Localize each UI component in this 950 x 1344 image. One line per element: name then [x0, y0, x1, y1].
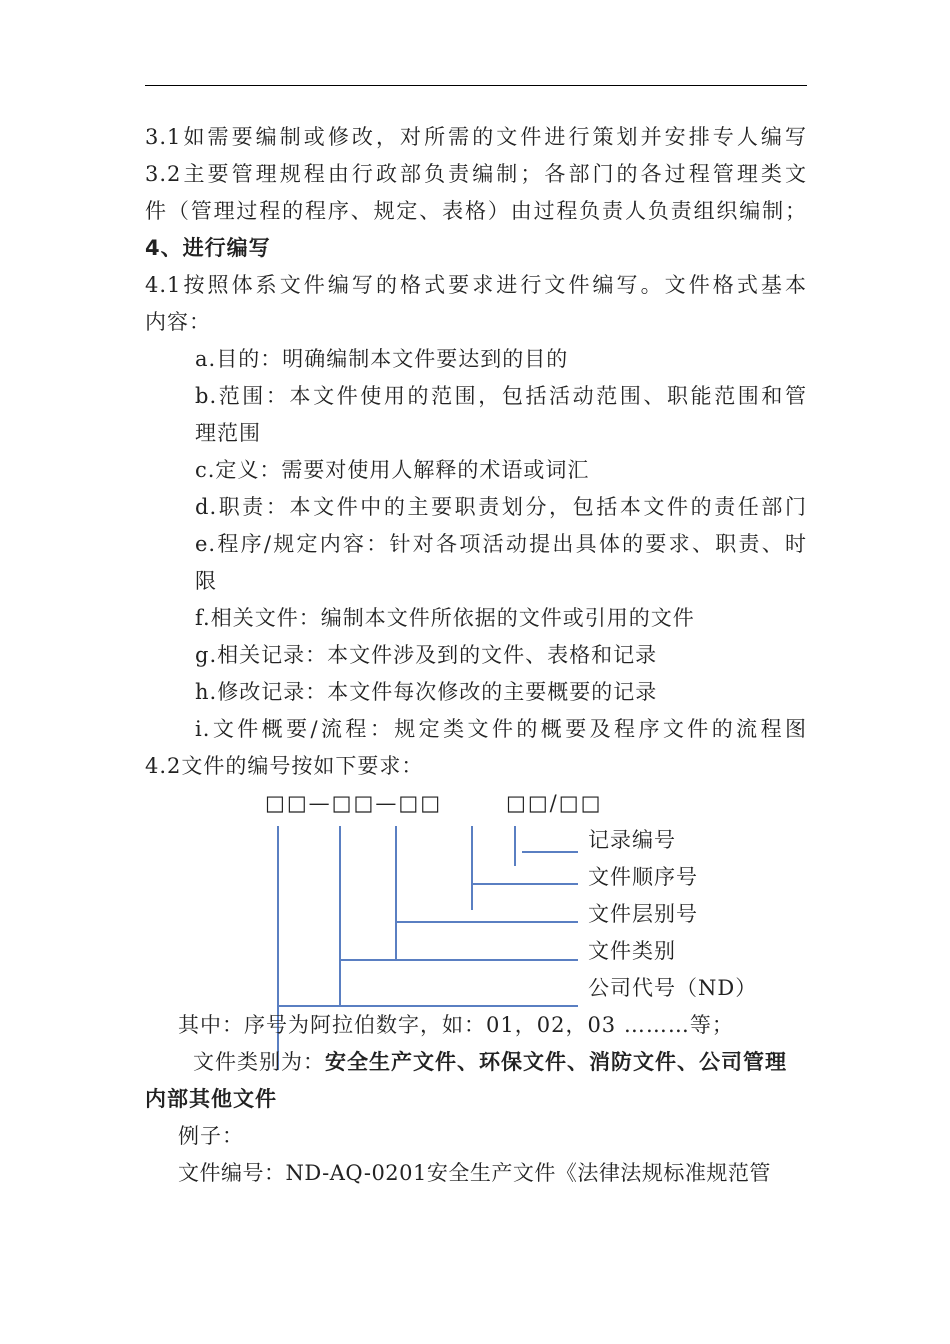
section-heading-4: 4、进行编写	[145, 236, 271, 260]
paragraph-4-1-line1: 4.1按照体系文件编写的格式要求进行文件编写。文件格式基本	[145, 273, 807, 297]
item-a: a.目的：明确编制本文件要达到的目的	[195, 347, 569, 371]
paragraph-3-2-line2: 件（管理过程的程序、规定、表格）由过程负责人负责组织编制；	[145, 199, 807, 223]
item-h: h.修改记录：本文件每次修改的主要概要的记录	[195, 680, 658, 704]
item-d: d.职责：本文件中的主要职责划分，包括本文件的责任部门	[195, 495, 807, 519]
code-format: □□—□□—□□	[265, 791, 443, 815]
item-g: g.相关记录：本文件涉及到的文件、表格和记录	[195, 643, 658, 667]
item-i: i.文件概要/流程：规定类文件的概要及程序文件的流程图	[195, 717, 807, 741]
item-f: f.相关文件：编制本文件所依据的文件或引用的文件	[195, 606, 695, 630]
example-heading: 例子：	[178, 1124, 244, 1148]
label-company-code: 公司代号（ND）	[588, 976, 758, 1000]
item-e-line1: e.程序/规定内容：针对各项活动提出具体的要求、职责、时	[195, 532, 807, 556]
code-record: □□/□□	[506, 791, 603, 815]
item-b-line1: b.范围：本文件使用的范围，包括活动范围、职能范围和管	[195, 384, 807, 408]
item-b-line2: 理范围	[195, 421, 261, 445]
item-c: c.定义：需要对使用人解释的术语或词汇	[195, 458, 590, 482]
paragraph-4-1-line2: 内容：	[145, 310, 211, 334]
label-sequence-number: 文件顺序号	[588, 865, 698, 889]
paragraph-3-2-line1: 3.2主要管理规程由行政部负责编制；各部门的各过程管理类文	[145, 162, 807, 186]
example-line: 文件编号：ND-AQ-0201安全生产文件《法律法规标准规范管	[178, 1161, 771, 1185]
item-e-line2: 限	[195, 569, 217, 593]
category-list: 安全生产文件、环保文件、消防文件、公司管理	[325, 1050, 787, 1074]
paragraph-4-2: 4.2文件的编号按如下要求：	[145, 754, 424, 778]
label-file-level: 文件层别号	[588, 902, 698, 926]
label-file-category: 文件类别	[588, 939, 676, 963]
label-record-number: 记录编号	[588, 828, 676, 852]
paragraph-3-1: 3.1如需要编制或修改，对所需的文件进行策划并安排专人编写	[145, 125, 807, 149]
sequence-note: 其中：序号为阿拉伯数字，如：01，02，03 ………等；	[178, 1013, 734, 1037]
category-line2: 内部其他文件	[145, 1087, 277, 1111]
category-prefix: 文件类别为：	[193, 1050, 325, 1074]
category-line1	[193, 1048, 787, 1076]
